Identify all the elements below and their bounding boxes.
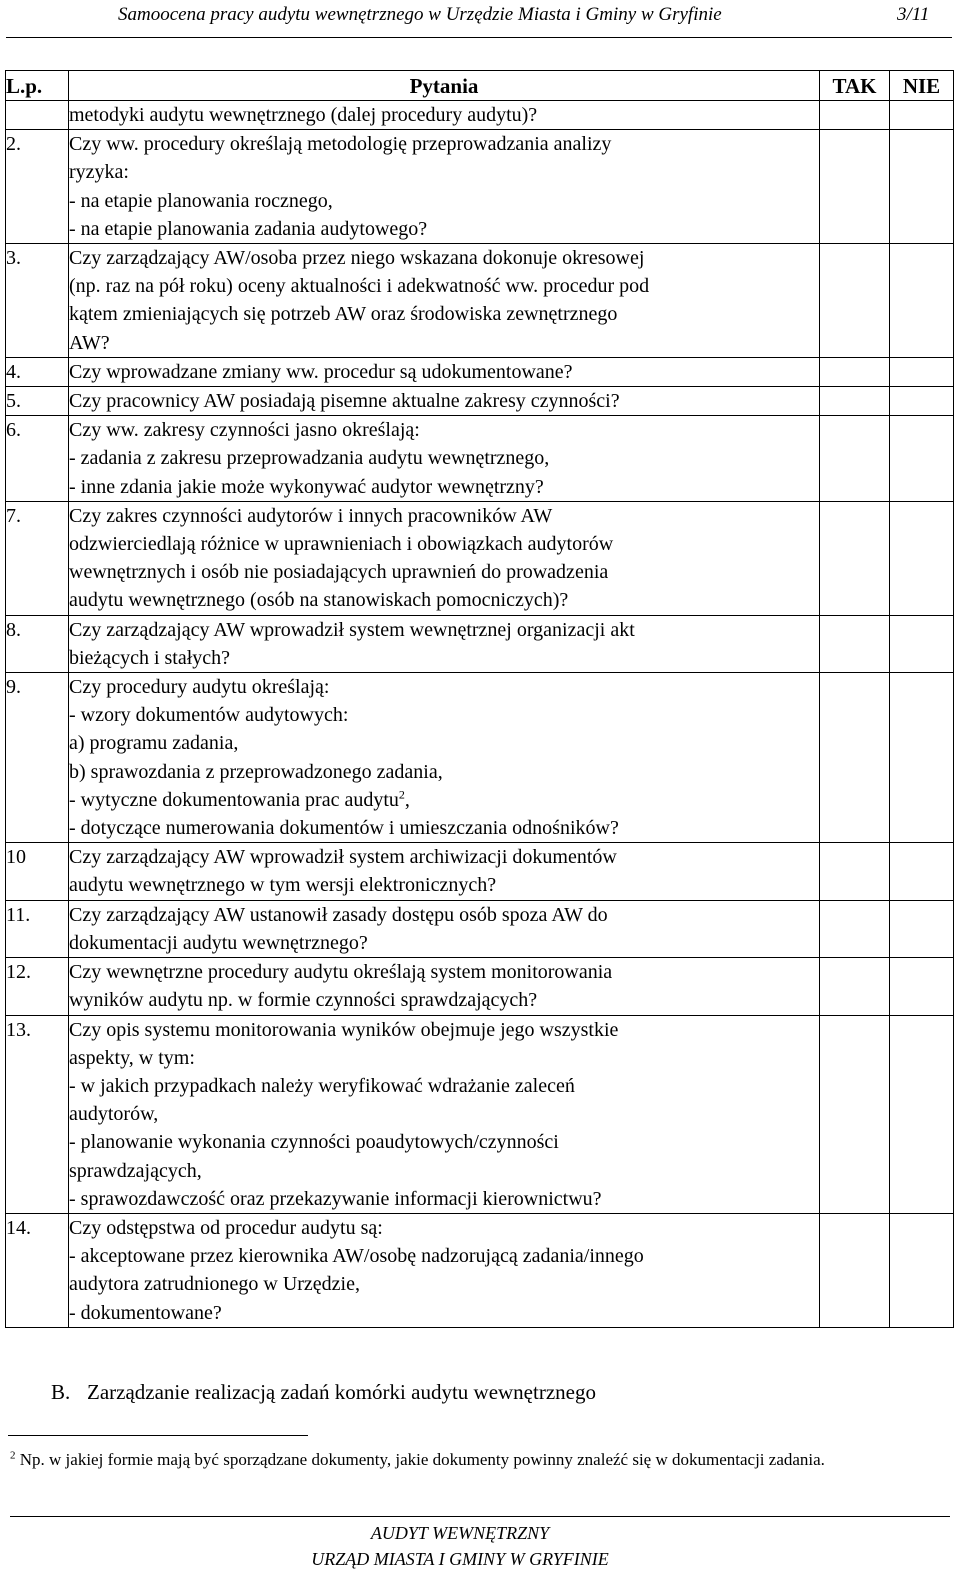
question-text-part: - wytyczne dokumentowania prac audytu	[69, 788, 399, 811]
no-answer-cell[interactable]	[890, 101, 954, 130]
footnote-reference: 2	[398, 787, 405, 802]
table-row	[6, 1015, 954, 1213]
yes-answer-cell[interactable]	[820, 244, 890, 358]
question-text: audytora zatrudnionego w Urzędzie,	[69, 1273, 360, 1296]
question-text: dokumentacji audytu wewnętrznego?	[69, 931, 368, 954]
question-text: Czy zakres czynności audytorów i innych pracowników AW	[69, 504, 553, 527]
row-number: 14.	[6, 1213, 69, 1327]
no-answer-cell[interactable]	[890, 244, 954, 358]
header-divider	[6, 37, 952, 38]
question-text: - dokumentowane?	[69, 1301, 222, 1324]
question-text: audytu wewnętrznego (osób na stanowiskach pomocniczych)?	[69, 589, 569, 612]
footnote	[10, 1448, 942, 1472]
question-cell	[69, 101, 820, 130]
row-number: 11.	[6, 900, 69, 957]
yes-answer-cell[interactable]	[820, 101, 890, 130]
question-text: audytorów,	[69, 1103, 159, 1126]
question-text: Czy procedury audytu określają:	[69, 676, 330, 699]
question-text: (np. raz na pół roku) oceny aktualności i adekwatność ww. procedur pod	[69, 275, 650, 298]
question-text: - w jakich przypadkach należy weryfikować wdrażanie zaleceń	[69, 1074, 575, 1097]
question-text: - na etapie planowania zadania audytowego?	[69, 217, 428, 240]
question-text: Czy zarządzający AW/osoba przez niego wskazana dokonuje okresowej	[69, 247, 645, 270]
table-row	[6, 615, 954, 672]
table-row	[6, 1213, 954, 1327]
table-row	[6, 387, 954, 416]
table-body	[6, 101, 954, 1328]
question-text: - akceptowane przez kierownika AW/osobę nadzorującą zadania/innego	[69, 1245, 644, 1268]
table-row	[6, 673, 954, 843]
table-row	[6, 416, 954, 502]
row-number: 5.	[6, 387, 69, 416]
row-number: 2.	[6, 130, 69, 244]
row-number: 13.	[6, 1015, 69, 1213]
yes-answer-cell[interactable]	[820, 357, 890, 386]
row-number: 4.	[6, 357, 69, 386]
no-answer-cell[interactable]	[890, 357, 954, 386]
row-number: 3.	[6, 244, 69, 358]
question-text: a) programu zadania,	[69, 732, 239, 755]
page-number: 3/11	[897, 4, 930, 25]
question-text: AW?	[69, 331, 110, 354]
header-title: Samoocena pracy audytu wewnętrznego w Urzędzie Miasta i Gminy w Gryfinie	[118, 4, 722, 25]
no-answer-cell[interactable]	[890, 843, 954, 900]
table-row	[6, 900, 954, 957]
section-letter: B.	[51, 1380, 71, 1404]
question-text: wyników audytu np. w formie czynności sprawdzających?	[69, 989, 538, 1012]
question-cell	[69, 1015, 820, 1213]
column-header-number: L.p.	[6, 71, 69, 101]
yes-answer-cell[interactable]	[820, 416, 890, 502]
page-header	[0, 0, 960, 36]
yes-answer-cell[interactable]	[820, 843, 890, 900]
question-text: - sprawozdawczość oraz przekazywanie informacji kierownictwu?	[69, 1187, 602, 1210]
question-text: sprawdzających,	[69, 1159, 202, 1182]
question-text: Czy opis systemu monitorowania wyników obejmuje jego wszystkie	[69, 1018, 619, 1041]
question-text: Czy ww. zakresy czynności jasno określają:	[69, 419, 420, 442]
question-text: odzwierciedlają różnice w uprawnieniach i obowiązkach audytorów	[69, 533, 614, 556]
question-cell	[69, 244, 820, 358]
no-answer-cell[interactable]	[890, 958, 954, 1015]
no-answer-cell[interactable]	[890, 1213, 954, 1327]
question-cell	[69, 843, 820, 900]
yes-answer-cell[interactable]	[820, 958, 890, 1015]
no-answer-cell[interactable]	[890, 130, 954, 244]
footnote-divider	[8, 1435, 308, 1436]
question-text: Czy wprowadzane zmiany ww. procedur są udokumentowane?	[69, 360, 573, 383]
question-text: Czy zarządzający AW wprowadził system archiwizacji dokumentów	[69, 846, 617, 869]
question-text: Czy zarządzający AW wprowadził system wewnętrznej organizacji akt	[69, 618, 635, 641]
table-row	[6, 244, 954, 358]
question-text: audytu wewnętrznego w tym wersji elektronicznych?	[69, 874, 497, 897]
no-answer-cell[interactable]	[890, 1015, 954, 1213]
row-number: 9.	[6, 673, 69, 843]
no-answer-cell[interactable]	[890, 387, 954, 416]
question-text: Czy odstępstwa od procedur audytu są:	[69, 1216, 383, 1239]
footnote-text: Np. w jakiej formie mają być sporządzane dokumenty, jakie dokumenty powinny znaleźć się w dokumentacji zadania.	[19, 1450, 825, 1469]
no-answer-cell[interactable]	[890, 673, 954, 843]
question-cell	[69, 615, 820, 672]
question-cell	[69, 130, 820, 244]
yes-answer-cell[interactable]	[820, 673, 890, 843]
question-cell	[69, 387, 820, 416]
question-cell	[69, 900, 820, 957]
section-heading	[51, 1380, 596, 1405]
row-number: 6.	[6, 416, 69, 502]
question-text: - na etapie planowania rocznego,	[69, 189, 333, 212]
yes-answer-cell[interactable]	[820, 501, 890, 615]
no-answer-cell[interactable]	[890, 615, 954, 672]
question-text: - planowanie wykonania czynności poaudytowych/czynności	[69, 1131, 559, 1154]
table-row	[6, 130, 954, 244]
table-row	[6, 501, 954, 615]
footer-line-2: URZĄD MIASTA I GMINY W GRYFINIE	[311, 1549, 609, 1569]
question-text: - dotyczące numerowania dokumentów i umieszczania odnośników?	[69, 817, 619, 840]
question-text: metodyki audytu wewnętrznego (dalej procedury audytu)?	[69, 104, 538, 126]
question-cell	[69, 958, 820, 1015]
question-text	[69, 786, 819, 814]
questions-table	[5, 70, 954, 1328]
table-row	[6, 958, 954, 1015]
question-text: aspekty, w tym:	[69, 1046, 195, 1069]
page-footer	[0, 1520, 920, 1572]
table-row	[6, 357, 954, 386]
question-text: Czy wewnętrzne procedury audytu określają system monitorowania	[69, 961, 613, 984]
row-number: 7.	[6, 501, 69, 615]
section-title: Zarządzanie realizacją zadań komórki audytu wewnętrznego	[87, 1380, 596, 1404]
question-text: wewnętrznych i osób nie posiadających uprawnień do prowadzenia	[69, 561, 609, 584]
question-text-part: ,	[404, 788, 410, 811]
footer-line-1: AUDYT WEWNĘTRZNY	[370, 1523, 550, 1543]
question-text: kątem zmieniających się potrzeb AW oraz środowiska zewnętrznego	[69, 303, 618, 326]
yes-answer-cell[interactable]	[820, 1213, 890, 1327]
question-text: - inne zdania jakie może wykonywać audytor wewnętrzny?	[69, 475, 544, 498]
yes-answer-cell[interactable]	[820, 900, 890, 957]
column-header-questions: Pytania	[69, 71, 820, 101]
table-header-row	[6, 71, 954, 101]
yes-answer-cell[interactable]	[820, 615, 890, 672]
question-text: Czy zarządzający AW ustanowił zasady dostępu osób spoza AW do	[69, 903, 608, 926]
question-text: Czy ww. procedury określają metodologię przeprowadzania analizy	[69, 133, 612, 156]
row-number	[6, 101, 69, 130]
question-cell	[69, 1213, 820, 1327]
footnote-marker: 2	[10, 1449, 16, 1462]
row-number: 10	[6, 843, 69, 900]
table-row	[6, 101, 954, 130]
question-cell	[69, 416, 820, 502]
question-cell	[69, 501, 820, 615]
column-header-no: NIE	[890, 71, 954, 101]
yes-answer-cell[interactable]	[820, 387, 890, 416]
question-text: - zadania z zakresu przeprowadzania audytu wewnętrznego,	[69, 447, 550, 470]
question-text: b) sprawozdania z przeprowadzonego zadania,	[69, 760, 443, 783]
footer-divider	[10, 1516, 950, 1517]
no-answer-cell[interactable]	[890, 501, 954, 615]
no-answer-cell[interactable]	[890, 416, 954, 502]
column-header-yes: TAK	[820, 71, 890, 101]
question-text: ryzyka:	[69, 161, 129, 184]
question-cell	[69, 357, 820, 386]
question-cell	[69, 673, 820, 843]
row-number: 8.	[6, 615, 69, 672]
no-answer-cell[interactable]	[890, 900, 954, 957]
question-text: Czy pracownicy AW posiadają pisemne aktualne zakresy czynności?	[69, 390, 620, 413]
row-number: 12.	[6, 958, 69, 1015]
yes-answer-cell[interactable]	[820, 130, 890, 244]
table-row	[6, 843, 954, 900]
question-text: bieżących i stałych?	[69, 646, 231, 669]
yes-answer-cell[interactable]	[820, 1015, 890, 1213]
question-text: - wzory dokumentów audytowych:	[69, 704, 349, 727]
